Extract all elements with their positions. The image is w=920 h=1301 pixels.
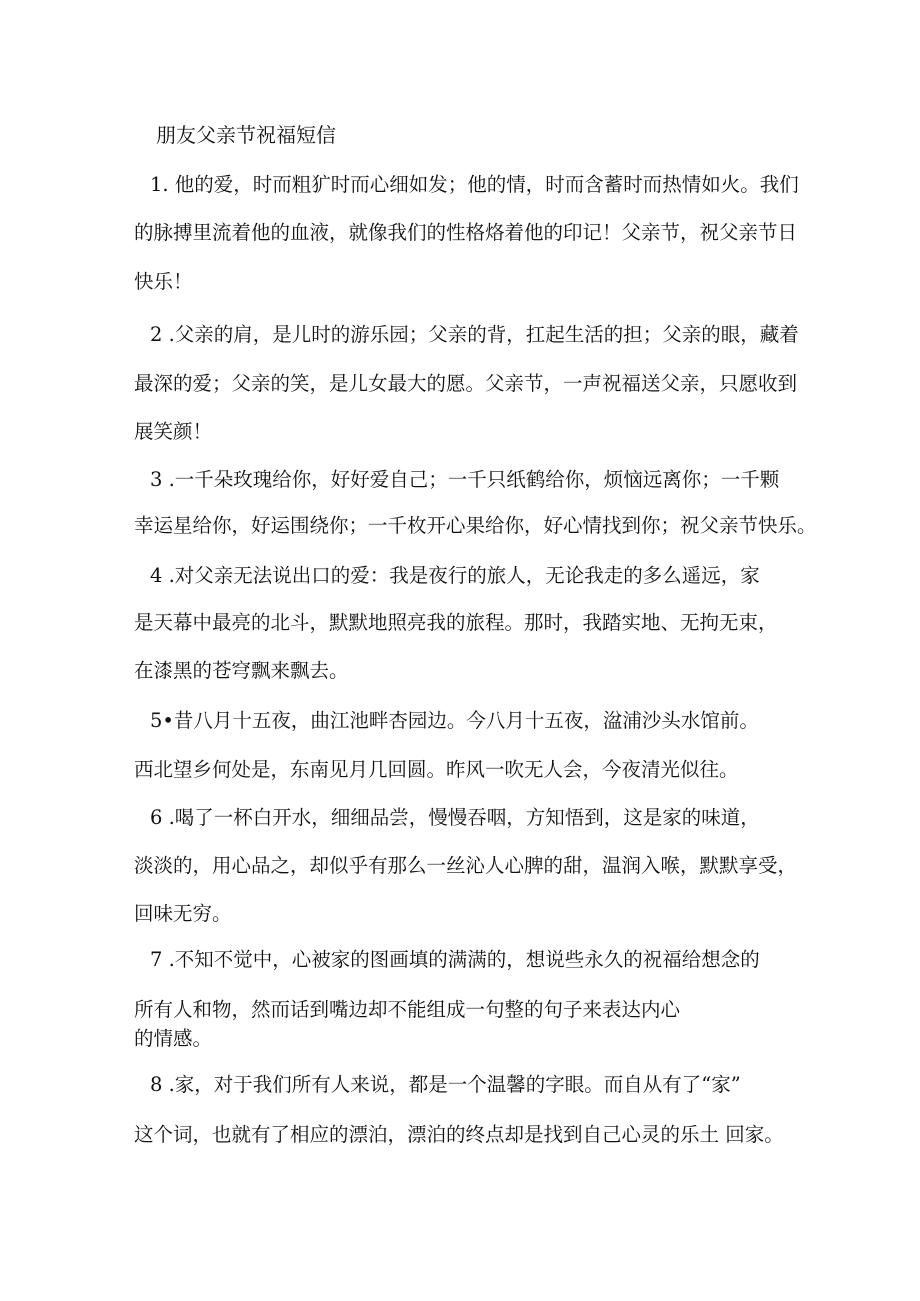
paragraph-8-line-1: 8 .家，对于我们所有人来说，都是一个温馨的字眼。而自从有了“家” xyxy=(150,1073,741,1096)
paragraph-3-line-2: 幸运星给你，好运围绕你；一千枚开心果给你，好心情找到你；祝父亲节快乐。 xyxy=(134,514,817,537)
document-title: 朋友父亲节祝福短信 xyxy=(156,123,336,147)
paragraph-4-line-2: 是天幕中最亮的北斗，默默地照亮我的旅程。那时，我踏实地、无拘无束， xyxy=(134,611,778,634)
paragraph-6-line-3: 回味无穷。 xyxy=(134,902,232,925)
paragraph-2-line-3: 展笑颜！ xyxy=(134,420,213,443)
paragraph-3-line-1: 3 .一千朵玫瑰给你，好好爱自己；一千只纸鹤给你，烦恼远离你；一千颗 xyxy=(150,468,780,491)
paragraph-2-line-1: 2 .父亲的肩，是儿时的游乐园；父亲的背，扛起生活的担；父亲的眼，藏着 xyxy=(150,323,799,346)
paragraph-7-line-2: 所有人和物，然而话到嘴边却不能组成一句整的句子来表达内心 xyxy=(134,998,681,1021)
paragraph-6-line-2: 淡淡的，用心品之，却似乎有那么一丝沁人心脾的甜，温润入喉，默默享受， xyxy=(134,854,798,877)
paragraph-2-line-2: 最深的爱；父亲的笑，是儿女最大的愿。父亲节，一声祝福送父亲，只愿收到 xyxy=(134,372,798,395)
paragraph-1-line-1: 1. 他的爱，时而粗犷时而心细如发；他的情，时而含蓄时而热情如火。我们 xyxy=(150,173,799,196)
paragraph-7-line-1: 7 .不知不觉中，心被家的图画填的满满的，想说些永久的祝福给想念的 xyxy=(150,948,760,971)
paragraph-5-line-2: 西北望乡何处是，东南见月几回圆。昨风一吹无人会，今夜清光似往。 xyxy=(134,758,739,781)
paragraph-1-line-2: 的脉搏里流着他的血液，就像我们的性格烙着他的印记！父亲节，祝父亲节日 xyxy=(134,221,798,244)
paragraph-4-line-3: 在漆黑的苍穹飘来飘去。 xyxy=(134,659,349,682)
paragraph-5-line-1: 5•昔八月十五夜，曲江池畔杏园边。今八月十五夜，湓浦沙头水馆前。 xyxy=(150,709,759,732)
paragraph-7-line-3: 的情感。 xyxy=(134,1027,213,1050)
paragraph-6-line-1: 6 .喝了一杯白开水，细细品尝，慢慢吞咽，方知悟到，这是家的味道， xyxy=(150,806,760,829)
paragraph-1-line-3: 快乐！ xyxy=(134,270,193,293)
paragraph-8-line-2: 这个词，也就有了相应的漂泊，漂泊的终点却是找到自己心灵的乐土 回家。 xyxy=(134,1123,784,1146)
paragraph-4-line-1: 4 .对父亲无法说出口的爱：我是夜行的旅人，无论我走的多么遥远，家 xyxy=(150,564,760,587)
